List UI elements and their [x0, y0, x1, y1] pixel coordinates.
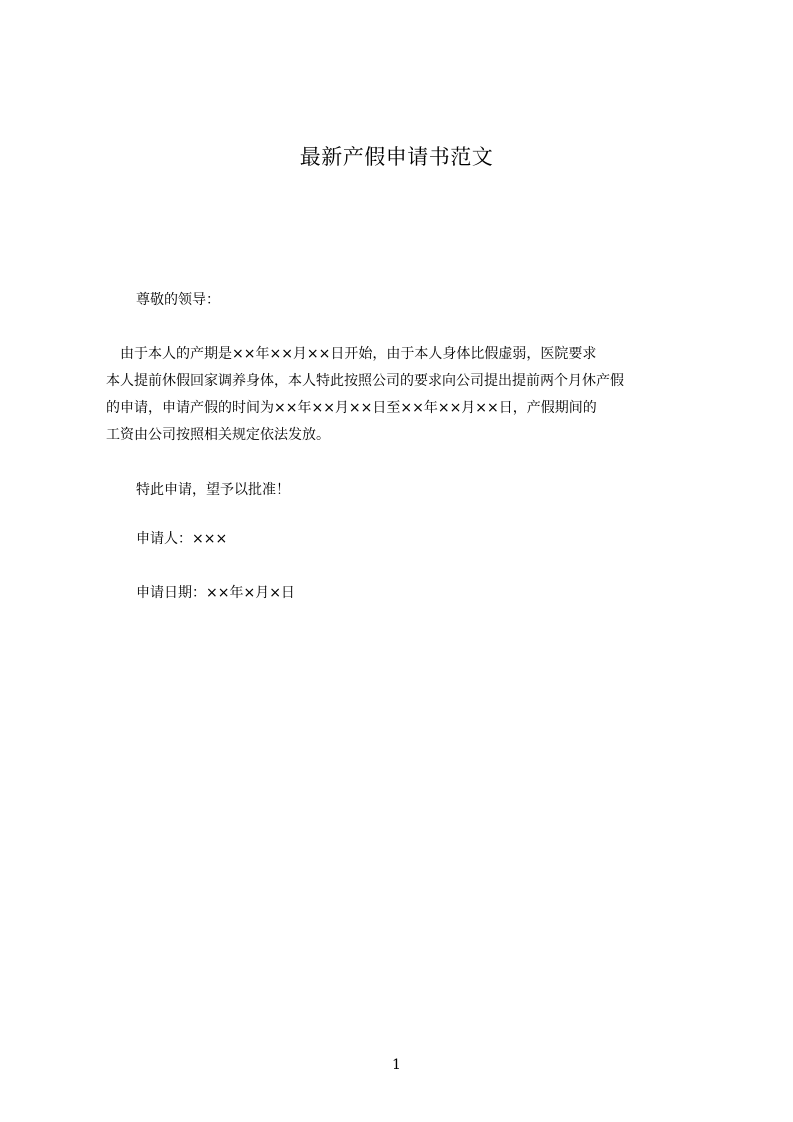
document-title: 最新产假申请书范文: [299, 145, 494, 169]
body-line: 由于本人的产期是××年××月××日开始，由于本人身体比假虚弱，医院要求: [106, 346, 597, 362]
salutation: 尊敬的领导：: [136, 292, 220, 308]
body-line: 本人提前休假回家调养身体，本人特此按照公司的要求向公司提出提前两个月休产假: [106, 373, 624, 389]
apply-date-line: 申请日期：××年×月×日: [136, 585, 295, 601]
body-paragraph: [106, 341, 698, 449]
page-number: 1: [392, 1057, 401, 1073]
closing-line: 特此申请，望予以批准！: [136, 482, 290, 498]
body-line: 工资由公司按照相关规定依法发放。: [106, 427, 330, 443]
applicant-line: 申请人：×××: [136, 531, 228, 547]
body-line: 的申请，申请产假的时间为××年××月××日至××年××月××日，产假期间的: [106, 400, 597, 416]
